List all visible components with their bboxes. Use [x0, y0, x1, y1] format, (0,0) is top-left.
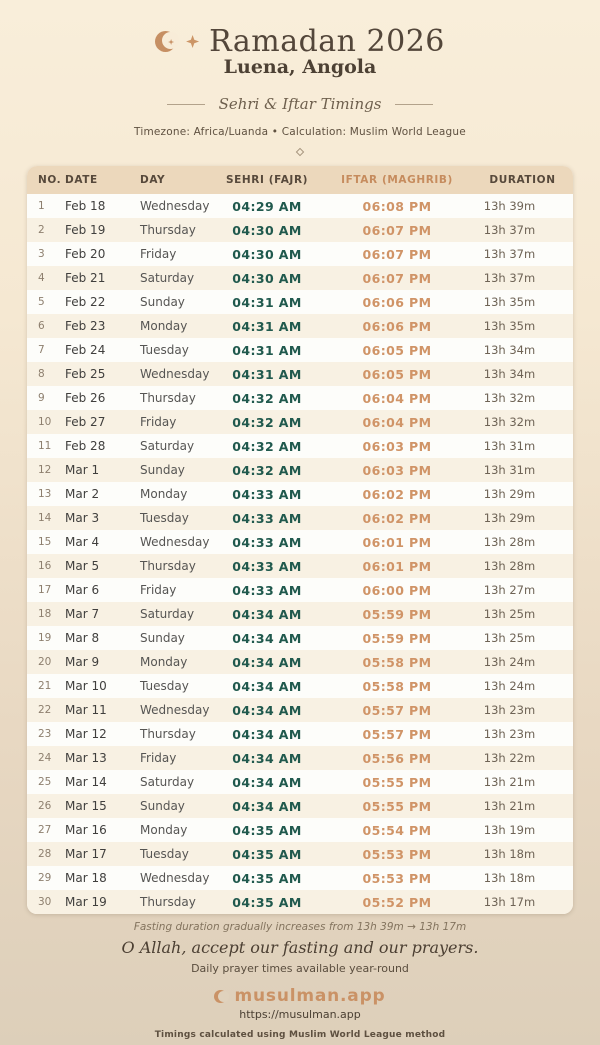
cell-iftar-time: 05:53 PM	[362, 870, 432, 886]
divider-line-left	[167, 104, 205, 105]
column-header-duration: DURATION	[472, 166, 573, 194]
cell-duration: 13h 23m	[483, 703, 536, 717]
cell-sehri-time: 04:34 AM	[232, 774, 302, 790]
cell-iftar-time: 05:55 PM	[362, 798, 432, 814]
cell-duration: 13h 21m	[483, 775, 536, 789]
cell-day: Sunday	[140, 631, 185, 645]
cell-duration: 13h 25m	[483, 607, 536, 621]
cell-day: Tuesday	[140, 343, 189, 357]
cell-date: Feb 22	[65, 295, 106, 309]
cell-no: 28	[38, 848, 52, 860]
fasting-duration-note: Fasting duration gradually increases from 13h 39m → 13h 17m	[133, 921, 467, 933]
cell-sehri-time: 04:32 AM	[232, 438, 302, 454]
cell-date: Mar 4	[65, 535, 100, 549]
section-label: Sehri & Iftar Timings	[218, 95, 382, 113]
cell-sehri-time: 04:34 AM	[232, 630, 302, 646]
cell-day: Thursday	[140, 223, 196, 237]
page-header	[0, 24, 600, 59]
table-row	[27, 194, 573, 218]
cell-date: Mar 3	[65, 511, 100, 525]
cell-sehri-time: 04:30 AM	[232, 222, 302, 238]
calculation-method-note: Timings calculated using Muslim World League method	[154, 1030, 446, 1040]
cell-iftar-time: 06:04 PM	[362, 414, 432, 430]
cell-sehri-time: 04:33 AM	[232, 510, 302, 526]
table-row	[27, 650, 573, 674]
brand-crescent-icon	[214, 990, 227, 1003]
table-row	[27, 554, 573, 578]
cell-no: 25	[38, 776, 52, 788]
cell-date: Feb 25	[65, 367, 106, 381]
timetable	[27, 166, 573, 914]
cell-day: Friday	[140, 751, 177, 765]
cell-date: Feb 26	[65, 391, 106, 405]
cell-date: Mar 15	[65, 799, 107, 813]
table-row	[27, 746, 573, 770]
cell-date: Mar 19	[65, 895, 107, 909]
cell-iftar-time: 06:01 PM	[362, 534, 432, 550]
cell-day: Sunday	[140, 463, 185, 477]
cell-day: Wednesday	[140, 871, 210, 885]
cell-duration: 13h 31m	[483, 463, 536, 477]
cell-date: Feb 20	[65, 247, 106, 261]
cell-no: 19	[38, 632, 52, 644]
cell-date: Mar 5	[65, 559, 100, 573]
cell-duration: 13h 35m	[483, 295, 536, 309]
cell-day: Sunday	[140, 295, 185, 309]
cell-no: 26	[38, 800, 52, 812]
cell-no: 4	[38, 272, 45, 284]
cell-iftar-time: 05:58 PM	[362, 654, 432, 670]
sparkle-star-icon	[186, 35, 199, 48]
table-row	[27, 578, 573, 602]
cell-date: Mar 18	[65, 871, 107, 885]
cell-iftar-time: 06:05 PM	[362, 366, 432, 382]
table-row	[27, 242, 573, 266]
cell-sehri-time: 04:31 AM	[232, 294, 302, 310]
timetable-card	[27, 166, 573, 914]
cell-date: Mar 14	[65, 775, 107, 789]
cell-sehri-time: 04:29 AM	[232, 198, 302, 214]
cell-no: 12	[38, 464, 52, 476]
cell-duration: 13h 24m	[483, 679, 536, 693]
cell-sehri-time: 04:34 AM	[232, 654, 302, 670]
table-row	[27, 794, 573, 818]
cell-day: Thursday	[140, 391, 196, 405]
column-header-sehri: SEHRI (FAJR)	[212, 166, 322, 194]
cell-day: Monday	[140, 655, 188, 669]
cell-day: Friday	[140, 247, 177, 261]
cell-no: 2	[38, 224, 45, 236]
table-row	[27, 482, 573, 506]
column-header-day: DAY	[140, 166, 212, 194]
cell-iftar-time: 06:00 PM	[362, 582, 432, 598]
cell-no: 20	[38, 656, 52, 668]
cell-day: Monday	[140, 487, 188, 501]
cell-sehri-time: 04:33 AM	[232, 582, 302, 598]
table-row	[27, 722, 573, 746]
cell-day: Saturday	[140, 439, 195, 453]
cell-no: 24	[38, 752, 52, 764]
cell-iftar-time: 06:06 PM	[362, 318, 432, 334]
cell-no: 7	[38, 344, 45, 356]
cell-no: 3	[38, 248, 45, 260]
table-row	[27, 290, 573, 314]
cell-no: 29	[38, 872, 52, 884]
table-row	[27, 674, 573, 698]
cell-iftar-time: 05:55 PM	[362, 774, 432, 790]
cell-sehri-time: 04:34 AM	[232, 678, 302, 694]
column-header-iftar: IFTAR (MAGHRIB)	[322, 166, 472, 194]
cell-iftar-time: 05:58 PM	[362, 678, 432, 694]
cell-iftar-time: 06:04 PM	[362, 390, 432, 406]
cell-duration: 13h 27m	[483, 583, 536, 597]
cell-iftar-time: 05:57 PM	[362, 702, 432, 718]
cell-day: Friday	[140, 415, 177, 429]
table-row	[27, 266, 573, 290]
cell-sehri-time: 04:34 AM	[232, 702, 302, 718]
table-row	[27, 338, 573, 362]
table-row	[27, 434, 573, 458]
cell-duration: 13h 29m	[483, 487, 536, 501]
table-row	[27, 626, 573, 650]
cell-day: Saturday	[140, 271, 195, 285]
timetable-header	[27, 166, 573, 194]
cell-date: Mar 10	[65, 679, 107, 693]
cell-day: Thursday	[140, 727, 196, 741]
cell-sehri-time: 04:34 AM	[232, 606, 302, 622]
cell-iftar-time: 06:07 PM	[362, 270, 432, 286]
table-row	[27, 698, 573, 722]
cell-day: Wednesday	[140, 535, 210, 549]
location-subtitle: Luena, Angola	[223, 56, 377, 78]
cell-date: Mar 7	[65, 607, 100, 621]
cell-day: Wednesday	[140, 703, 210, 717]
cell-duration: 13h 18m	[483, 847, 536, 861]
cell-day: Wednesday	[140, 367, 210, 381]
cell-duration: 13h 25m	[483, 631, 536, 645]
cell-iftar-time: 06:03 PM	[362, 438, 432, 454]
cell-day: Wednesday	[140, 199, 210, 213]
tiny-star-icon	[168, 39, 174, 45]
section-divider	[0, 95, 600, 113]
cell-duration: 13h 37m	[483, 271, 536, 285]
cell-sehri-time: 04:35 AM	[232, 894, 302, 910]
cell-iftar-time: 05:52 PM	[362, 894, 432, 910]
table-row	[27, 362, 573, 386]
cell-sehri-time: 04:35 AM	[232, 870, 302, 886]
divider-line-right	[395, 104, 433, 105]
cell-no: 14	[38, 512, 52, 524]
table-row	[27, 506, 573, 530]
cell-duration: 13h 32m	[483, 391, 536, 405]
cell-no: 30	[38, 896, 52, 908]
cell-iftar-time: 06:02 PM	[362, 510, 432, 526]
cell-iftar-time: 06:03 PM	[362, 462, 432, 478]
cell-day: Saturday	[140, 607, 195, 621]
cell-iftar-time: 06:07 PM	[362, 222, 432, 238]
cell-date: Mar 16	[65, 823, 107, 837]
cell-iftar-time: 06:05 PM	[362, 342, 432, 358]
table-row	[27, 770, 573, 794]
cell-date: Mar 9	[65, 655, 100, 669]
cell-sehri-time: 04:31 AM	[232, 366, 302, 382]
dua-text: O Allah, accept our fasting and our prayers.	[121, 938, 479, 957]
crescent-moon-icon	[155, 31, 176, 52]
table-row	[27, 530, 573, 554]
table-row	[27, 314, 573, 338]
cell-no: 23	[38, 728, 52, 740]
cell-duration: 13h 17m	[483, 895, 536, 909]
cell-date: Feb 27	[65, 415, 106, 429]
cell-day: Monday	[140, 823, 188, 837]
cell-date: Mar 6	[65, 583, 100, 597]
cell-duration: 13h 23m	[483, 727, 536, 741]
cell-date: Mar 17	[65, 847, 107, 861]
diamond-ornament-icon	[296, 148, 304, 156]
cell-no: 16	[38, 560, 52, 572]
cell-no: 10	[38, 416, 52, 428]
brand-name: musulman.app	[234, 986, 386, 1006]
cell-day: Monday	[140, 319, 188, 333]
cell-no: 13	[38, 488, 52, 500]
cell-sehri-time: 04:32 AM	[232, 414, 302, 430]
cell-date: Mar 11	[65, 703, 107, 717]
cell-sehri-time: 04:32 AM	[232, 462, 302, 478]
cell-iftar-time: 06:02 PM	[362, 486, 432, 502]
table-row	[27, 818, 573, 842]
cell-iftar-time: 05:57 PM	[362, 726, 432, 742]
cell-date: Feb 23	[65, 319, 106, 333]
column-header-date: DATE	[65, 166, 140, 194]
page-title: Ramadan 2026	[209, 24, 445, 59]
availability-note: Daily prayer times available year-round	[191, 962, 409, 975]
cell-duration: 13h 22m	[483, 751, 536, 765]
cell-duration: 13h 31m	[483, 439, 536, 453]
cell-sehri-time: 04:31 AM	[232, 318, 302, 334]
cell-duration: 13h 28m	[483, 535, 536, 549]
cell-no: 8	[38, 368, 45, 380]
cell-day: Saturday	[140, 775, 195, 789]
table-row	[27, 842, 573, 866]
brand-link[interactable]	[0, 986, 600, 1006]
table-row	[27, 866, 573, 890]
cell-duration: 13h 34m	[483, 343, 536, 357]
cell-sehri-time: 04:34 AM	[232, 750, 302, 766]
table-row	[27, 386, 573, 410]
cell-date: Feb 28	[65, 439, 106, 453]
timezone-calculation-meta: Timezone: Africa/Luanda • Calculation: Muslim World League	[134, 126, 466, 138]
cell-sehri-time: 04:32 AM	[232, 390, 302, 406]
table-row	[27, 410, 573, 434]
cell-date: Mar 2	[65, 487, 100, 501]
cell-sehri-time: 04:31 AM	[232, 342, 302, 358]
cell-iftar-time: 05:54 PM	[362, 822, 432, 838]
table-row	[27, 602, 573, 626]
cell-no: 21	[38, 680, 52, 692]
table-row	[27, 458, 573, 482]
cell-duration: 13h 34m	[483, 367, 536, 381]
timetable-body	[27, 194, 573, 914]
cell-no: 11	[38, 440, 52, 452]
cell-iftar-time: 05:56 PM	[362, 750, 432, 766]
cell-duration: 13h 37m	[483, 223, 536, 237]
brand-url[interactable]: https://musulman.app	[239, 1008, 361, 1021]
cell-no: 22	[38, 704, 52, 716]
cell-sehri-time: 04:33 AM	[232, 486, 302, 502]
cell-no: 6	[38, 320, 45, 332]
cell-sehri-time: 04:34 AM	[232, 726, 302, 742]
cell-day: Tuesday	[140, 847, 189, 861]
cell-no: 9	[38, 392, 45, 404]
cell-duration: 13h 19m	[483, 823, 536, 837]
cell-no: 15	[38, 536, 52, 548]
cell-date: Mar 12	[65, 727, 107, 741]
cell-no: 17	[38, 584, 52, 596]
cell-day: Thursday	[140, 559, 196, 573]
cell-sehri-time: 04:33 AM	[232, 558, 302, 574]
cell-date: Feb 19	[65, 223, 106, 237]
cell-date: Feb 18	[65, 199, 106, 213]
cell-no: 1	[38, 200, 45, 212]
cell-sehri-time: 04:34 AM	[232, 798, 302, 814]
cell-duration: 13h 24m	[483, 655, 536, 669]
cell-date: Mar 1	[65, 463, 100, 477]
cell-duration: 13h 29m	[483, 511, 536, 525]
column-header-no: NO.	[27, 166, 65, 194]
cell-no: 5	[38, 296, 45, 308]
table-row	[27, 218, 573, 242]
cell-iftar-time: 06:06 PM	[362, 294, 432, 310]
cell-iftar-time: 05:59 PM	[362, 606, 432, 622]
cell-duration: 13h 28m	[483, 559, 536, 573]
cell-duration: 13h 35m	[483, 319, 536, 333]
cell-date: Mar 8	[65, 631, 100, 645]
cell-no: 18	[38, 608, 52, 620]
cell-sehri-time: 04:30 AM	[232, 246, 302, 262]
cell-day: Tuesday	[140, 679, 189, 693]
cell-sehri-time: 04:30 AM	[232, 270, 302, 286]
cell-day: Thursday	[140, 895, 196, 909]
cell-iftar-time: 05:53 PM	[362, 846, 432, 862]
cell-iftar-time: 06:07 PM	[362, 246, 432, 262]
cell-iftar-time: 06:01 PM	[362, 558, 432, 574]
cell-duration: 13h 39m	[483, 199, 536, 213]
cell-day: Sunday	[140, 799, 185, 813]
cell-duration: 13h 32m	[483, 415, 536, 429]
cell-date: Feb 24	[65, 343, 106, 357]
cell-sehri-time: 04:33 AM	[232, 534, 302, 550]
cell-day: Friday	[140, 583, 177, 597]
cell-sehri-time: 04:35 AM	[232, 846, 302, 862]
cell-no: 27	[38, 824, 52, 836]
cell-duration: 13h 21m	[483, 799, 536, 813]
cell-sehri-time: 04:35 AM	[232, 822, 302, 838]
cell-iftar-time: 06:08 PM	[362, 198, 432, 214]
cell-duration: 13h 37m	[483, 247, 536, 261]
cell-date: Mar 13	[65, 751, 107, 765]
cell-day: Tuesday	[140, 511, 189, 525]
cell-iftar-time: 05:59 PM	[362, 630, 432, 646]
cell-duration: 13h 18m	[483, 871, 536, 885]
cell-date: Feb 21	[65, 271, 106, 285]
table-row	[27, 890, 573, 914]
